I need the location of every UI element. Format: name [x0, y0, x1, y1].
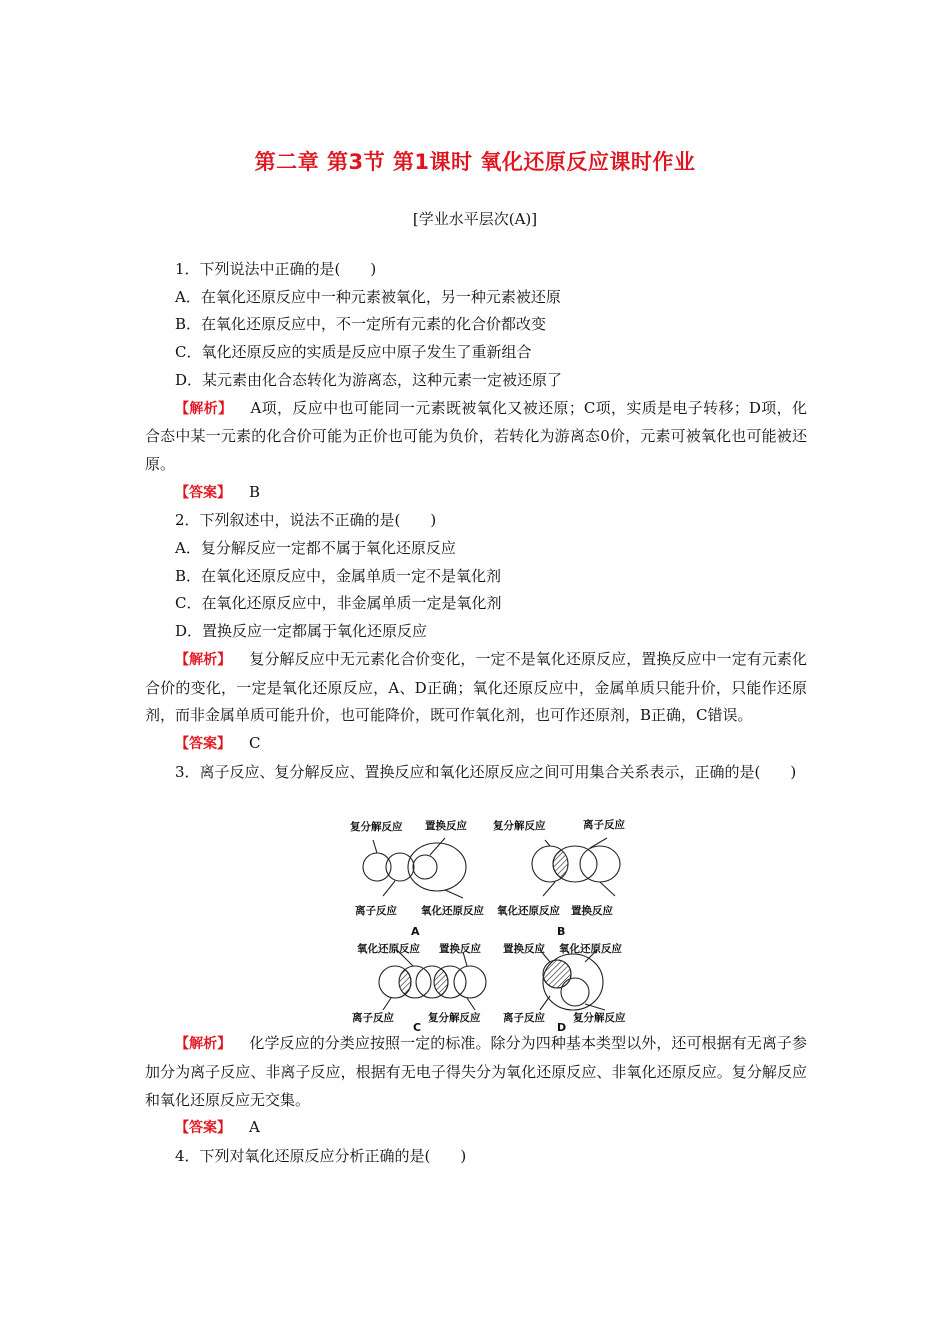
answer-label: 【答案】	[175, 1120, 231, 1137]
answer-label: 【答案】	[175, 735, 231, 752]
question-2-option-a: A．复分解反应一定都不属于氧化还原反应	[175, 539, 456, 558]
diagram-a-label-bottom-left: 离子反应	[355, 905, 397, 918]
question-2-stem: 2．下列叙述中，说法不正确的是( )	[175, 511, 437, 530]
analysis-label: 【解析】	[175, 651, 232, 668]
diagram-b	[532, 838, 620, 896]
diagram-a-label-top-right: 置换反应	[425, 820, 467, 833]
question-1-option-c: C．氧化还原反应的实质是反应中原子发生了重新组合	[175, 343, 532, 362]
answer-value: B	[249, 482, 261, 501]
diagram-b-label-top-left: 复分解反应	[493, 820, 546, 833]
diagram-d-label-top-right: 氧化还原反应	[559, 943, 622, 956]
question-3-answer	[145, 1114, 807, 1143]
diagram-c-letter: C	[413, 1021, 422, 1035]
question-1-answer	[145, 479, 807, 508]
diagram-a	[363, 838, 466, 898]
answer-label: 【答案】	[175, 484, 231, 501]
question-2-analysis	[145, 646, 807, 730]
question-4-stem: 4．下列对氧化还原反应分析正确的是( )	[175, 1147, 467, 1166]
page-title: 第二章 第3节 第1课时 氧化还原反应课时作业	[254, 150, 696, 174]
analysis-label: 【解析】	[175, 400, 233, 417]
analysis-text: A项，反应中也可能同一元素既被氧化又被还原；C项，实质是电子转移；D项，化合态中某一元素的化合价可能为正价也可能为负价，若转化为游离态0价，元素可被氧化也可能被还原。	[145, 398, 807, 473]
analysis-text: 复分解反应中无元素化合价变化，一定不是氧化还原反应，置换反应中一定有元素化合价的变化，一定是氧化还原反应，A、D正确；氧化还原反应中，金属单质只能升价，只能作还原剂，而非金属单质可能升价，也可能降价，既可作氧化剂，也可作还原剂，B正确，C错误。	[145, 649, 807, 725]
diagram-c-label-bottom-left: 离子反应	[352, 1012, 394, 1025]
diagram-b-label-top-right: 离子反应	[583, 819, 625, 832]
answer-value: A	[249, 1118, 260, 1137]
level-heading: [学业水平层次(A)]	[412, 210, 538, 228]
diagram-c-label-top-right: 置换反应	[439, 943, 481, 956]
diagram-a-label-top-left: 复分解反应	[350, 821, 403, 834]
question-2-answer	[145, 730, 807, 759]
question-1-analysis	[145, 395, 807, 479]
question-1-stem: 1．下列说法中正确的是( )	[175, 260, 377, 278]
question-1-option-b: B．在氧化还原反应中，不一定所有元素的化合价都改变	[175, 315, 547, 334]
question-1-option-a: A．在氧化还原反应中一种元素被氧化，另一种元素被还原	[175, 287, 561, 306]
question-1-option-d: D．某元素由化合态转化为游离态，这种元素一定被还原了	[175, 370, 563, 389]
answer-value: C	[249, 733, 261, 752]
diagram-d-letter: D	[557, 1021, 567, 1035]
question-2-option-d: D．置换反应一定都属于氧化还原反应	[175, 622, 428, 641]
diagram-d-label-top-left: 置换反应	[503, 943, 545, 956]
question-3-stem: 3．离子反应、复分解反应、置换反应和氧化还原反应之间可用集合关系表示，正确的是( )	[175, 762, 797, 781]
diagram-d-label-bottom-left: 离子反应	[503, 1012, 545, 1025]
diagram-b-label-bottom-left: 氧化还原反应	[497, 905, 560, 918]
diagram-a-letter: A	[411, 925, 420, 939]
question-3-analysis	[145, 1030, 807, 1114]
diagram-c-label-top-left: 氧化还原反应	[357, 943, 420, 956]
analysis-label: 【解析】	[175, 1036, 232, 1053]
question-2-option-c: C．在氧化还原反应中，非金属单质一定是氧化剂	[175, 594, 502, 613]
question-list	[145, 256, 807, 1171]
diagram-c-label-bottom-right: 复分解反应	[428, 1012, 481, 1025]
analysis-text: 化学反应的分类应按照一定的标准。除分为四种基本类型以外，还可根据有无离子参加分为离子反应、非离子反应，根据有无电子得失分为氧化还原反应、非氧化还原反应。复分解反应和氧化还原反应无交集。	[145, 1034, 807, 1109]
diagram-b-letter: B	[557, 925, 566, 939]
diagram-d-label-bottom-right: 复分解反应	[573, 1012, 626, 1025]
set-relation-diagrams	[145, 800, 807, 1025]
diagram-b-label-bottom-right: 置换反应	[571, 905, 613, 918]
diagram-a-label-bottom-right: 氧化还原反应	[421, 905, 484, 918]
question-2-option-b: B．在氧化还原反应中，金属单质一定不是氧化剂	[175, 566, 502, 585]
